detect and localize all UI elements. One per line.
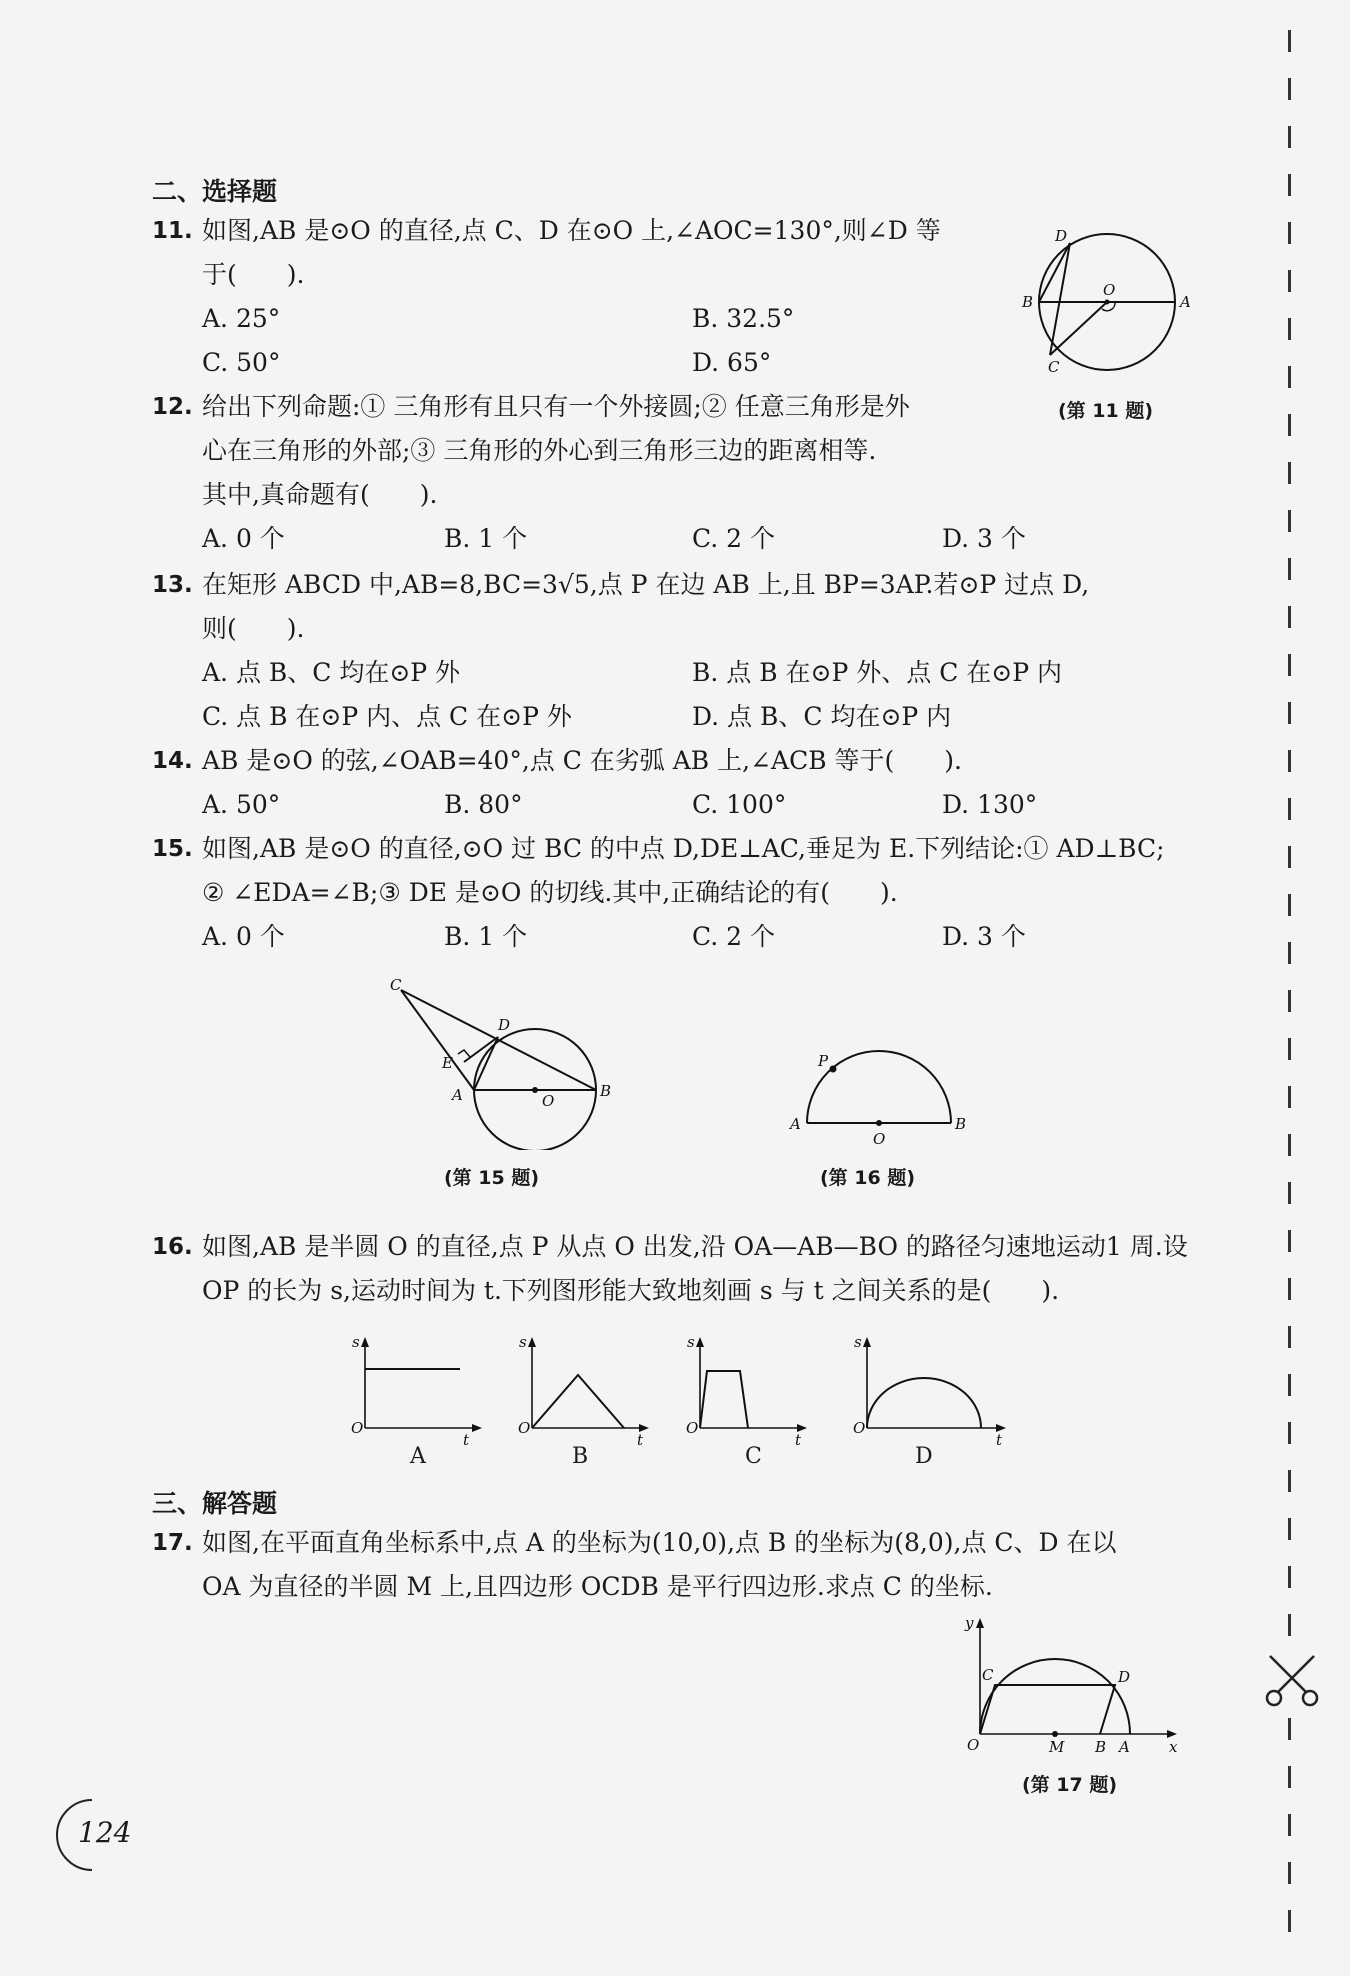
q16a-axis-o: O <box>351 1419 364 1437</box>
q11-option-a: A. 25° <box>202 304 281 333</box>
q14-number: 14. <box>152 748 193 774</box>
q16d-axis-t: t <box>996 1431 1003 1448</box>
section-choice-heading: 二、选择题 <box>152 177 278 206</box>
q13-line1: 在矩形 ABCD 中,AB=8,BC=3√5,点 P 在边 AB 上,且 BP=3AP.若⊙P 过点 D, <box>202 570 1090 599</box>
q15-label-d: D <box>498 1016 511 1034</box>
q12-line1: 给出下列命题:① 三角形有且只有一个外接圆;② 任意三角形是外 <box>202 392 910 421</box>
q16-figure <box>780 1040 980 1150</box>
q17-figure <box>955 1612 1195 1752</box>
section-answer-heading: 三、解答题 <box>152 1489 278 1518</box>
q13-option-c: C. 点 B 在⊙P 内、点 C 在⊙P 外 <box>202 702 572 731</box>
q15-option-b: B. 1 个 <box>444 922 528 951</box>
q11-label-d: D <box>1055 227 1068 245</box>
q15-option-c: C. 2 个 <box>692 922 775 951</box>
q16-graph-c <box>683 1333 808 1448</box>
q16b-axis-o: O <box>518 1419 531 1437</box>
q15-number: 15. <box>152 836 193 862</box>
q11-label-c: C <box>1048 358 1060 376</box>
q17-number: 17. <box>152 1530 193 1556</box>
q16c-axis-o: O <box>686 1419 699 1437</box>
q16b-axis-t: t <box>637 1431 644 1448</box>
q14-option-a: A. 50° <box>202 790 281 819</box>
q17-caption: (第 17 题) <box>1022 1774 1118 1796</box>
q11-label-a: A <box>1180 293 1191 311</box>
q17-label-d: D <box>1118 1668 1131 1686</box>
q16c-axis-t: t <box>795 1431 802 1448</box>
q17-label-o: O <box>967 1736 980 1752</box>
q17-label-b: B <box>1095 1738 1107 1752</box>
q16d-axis-s: s <box>854 1333 862 1351</box>
q12-option-c: C. 2 个 <box>692 524 775 553</box>
q17-line2: OA 为直径的半圆 M 上,且四边形 OCDB 是平行四边形.求点 C 的坐标. <box>202 1572 993 1601</box>
q16a-axis-s: s <box>352 1333 360 1351</box>
q16d-axis-o: O <box>853 1419 866 1437</box>
q16c-axis-s: s <box>687 1333 695 1351</box>
q17-label-x: x <box>1169 1738 1178 1752</box>
q15-line1: 如图,AB 是⊙O 的直径,⊙O 过 BC 的中点 D,DE⊥AC,垂足为 E.下列结论:① AD⊥BC; <box>202 834 1165 863</box>
q12-option-a: A. 0 个 <box>202 524 285 553</box>
q16-graph-d-label: D <box>915 1444 933 1469</box>
q13-option-a: A. 点 B、C 均在⊙P 外 <box>202 658 461 687</box>
q15-option-a: A. 0 个 <box>202 922 285 951</box>
q11-option-c: C. 50° <box>202 348 281 377</box>
q17-label-c: C <box>982 1666 994 1684</box>
q13-option-b: B. 点 B 在⊙P 外、点 C 在⊙P 内 <box>692 658 1062 687</box>
q11-label-b: B <box>1022 293 1034 311</box>
q15-line2: ② ∠EDA=∠B;③ DE 是⊙O 的切线.其中,正确结论的有( ). <box>202 878 898 907</box>
page-number: 124 <box>78 1816 132 1849</box>
q16-label-p: P <box>818 1052 829 1070</box>
q16-label-b: B <box>955 1115 967 1133</box>
scissors-icon <box>1262 1650 1322 1710</box>
q17-label-a: A <box>1119 1738 1130 1752</box>
q11-line2: 于( ). <box>202 260 305 289</box>
q15-label-o: O <box>542 1092 555 1110</box>
q12-option-d: D. 3 个 <box>942 524 1026 553</box>
q16a-axis-t: t <box>463 1431 470 1448</box>
q11-figure <box>1015 225 1200 380</box>
q15-caption: (第 15 题) <box>444 1167 540 1189</box>
q13-option-d: D. 点 B、C 均在⊙P 内 <box>692 702 952 731</box>
q14-option-d: D. 130° <box>942 790 1038 819</box>
q12-line3: 其中,真命题有( ). <box>202 480 438 509</box>
q16-graph-c-label: C <box>745 1444 762 1469</box>
q12-number: 12. <box>152 394 193 420</box>
q13-line2: 则( ). <box>202 614 305 643</box>
q11-caption: (第 11 题) <box>1058 400 1154 422</box>
q15-label-b: B <box>600 1082 612 1100</box>
q16-line2: OP 的长为 s,运动时间为 t.下列图形能大致地刻画 s 与 t 之间关系的是( ). <box>202 1276 1060 1305</box>
q15-label-e: E <box>442 1054 453 1072</box>
q11-line1: 如图,AB 是⊙O 的直径,点 C、D 在⊙O 上,∠AOC=130°,则∠D 等 <box>202 216 941 245</box>
q16-graph-b <box>515 1333 650 1448</box>
q16-label-o: O <box>873 1130 886 1148</box>
q12-line2: 心在三角形的外部;③ 三角形的外心到三角形三边的距离相等. <box>202 436 877 465</box>
q15-figure <box>380 970 630 1150</box>
q14-option-c: C. 100° <box>692 790 787 819</box>
q11-label-o: O <box>1103 281 1116 299</box>
q15-label-a: A <box>452 1086 463 1104</box>
q16-graph-b-label: B <box>572 1444 589 1469</box>
q11-number: 11. <box>152 218 193 244</box>
q16-graph-d <box>850 1333 1010 1448</box>
q16-line1: 如图,AB 是半圆 O 的直径,点 P 从点 O 出发,沿 OA—AB—BO 的路径匀速地运动1 周.设 <box>202 1232 1188 1261</box>
q16-graph-a <box>348 1333 483 1448</box>
q14-option-b: B. 80° <box>444 790 523 819</box>
q17-label-y: y <box>965 1614 974 1632</box>
q14-line1: AB 是⊙O 的弦,∠OAB=40°,点 C 在劣弧 AB 上,∠ACB 等于( ). <box>202 746 962 775</box>
q16-number: 16. <box>152 1234 193 1260</box>
q12-option-b: B. 1 个 <box>444 524 528 553</box>
q13-number: 13. <box>152 572 193 598</box>
q15-label-c: C <box>390 976 402 994</box>
q16-graph-a-label: A <box>410 1444 426 1469</box>
q11-option-b: B. 32.5° <box>692 304 795 333</box>
q16b-axis-s: s <box>519 1333 527 1351</box>
q16-label-a: A <box>790 1115 801 1133</box>
q15-option-d: D. 3 个 <box>942 922 1026 951</box>
q11-option-d: D. 65° <box>692 348 772 377</box>
q17-label-m: M <box>1049 1738 1065 1752</box>
q17-line1: 如图,在平面直角坐标系中,点 A 的坐标为(10,0),点 B 的坐标为(8,0),点 C、D 在以 <box>202 1528 1117 1557</box>
q16-caption: (第 16 题) <box>820 1167 916 1189</box>
